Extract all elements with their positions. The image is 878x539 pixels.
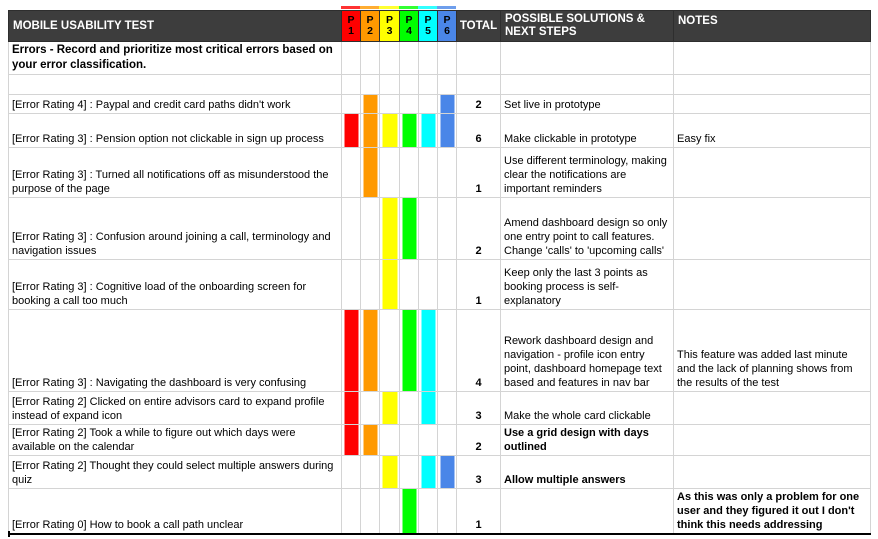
error-description[interactable]: [Error Rating 2] Thought they could select multiple answers during quiz <box>9 456 342 489</box>
error-row-9-mark-p6[interactable] <box>438 456 457 489</box>
error-solution[interactable]: Keep only the last 3 points as booking process is self-explanatory <box>501 260 674 310</box>
error-row-1-mark-p2[interactable] <box>361 95 380 114</box>
intro-mark-p3[interactable] <box>380 42 400 75</box>
error-row-10-mark-p6[interactable] <box>438 489 457 535</box>
table-body <box>9 42 871 535</box>
spacer-mark-p1[interactable] <box>342 75 361 95</box>
error-row-2-mark-p3[interactable] <box>380 114 400 148</box>
intro-solution[interactable] <box>501 42 674 75</box>
error-row-7-mark-p3[interactable] <box>380 392 400 425</box>
error-row-8-mark-p5[interactable] <box>419 425 438 456</box>
intro-mark-p5[interactable] <box>419 42 438 75</box>
spacer-cell[interactable] <box>9 75 342 95</box>
intro-total[interactable] <box>457 42 501 75</box>
error-row-4-mark-p4[interactable] <box>400 198 419 260</box>
error-row-4-mark-p2[interactable] <box>361 198 380 260</box>
error-row-9 <box>9 456 871 489</box>
error-row-3 <box>9 148 871 198</box>
error-row-3-mark-p1[interactable] <box>342 148 361 198</box>
error-description[interactable]: [Error Rating 2] Took a while to figure out which days were available on the calendar <box>9 425 342 456</box>
spacer-mark-p4[interactable] <box>400 75 419 95</box>
error-row-8-mark-p1[interactable] <box>342 425 361 456</box>
error-notes[interactable] <box>674 260 871 310</box>
solutions-header[interactable]: POSSIBLE SOLUTIONS & NEXT STEPS <box>501 11 674 42</box>
error-row-9-mark-p1[interactable] <box>342 456 361 489</box>
error-solution[interactable]: Make the whole card clickable <box>501 392 674 425</box>
error-total[interactable]: 1 <box>457 260 501 310</box>
error-row-5-mark-p4[interactable] <box>400 260 419 310</box>
cropped-cell-p4 <box>399 6 418 9</box>
error-row-6-mark-p3[interactable] <box>380 310 400 392</box>
error-row-6-mark-p6[interactable] <box>438 310 457 392</box>
participant-header-p6[interactable]: P 6 <box>438 11 457 42</box>
error-solution[interactable]: Allow multiple answers <box>501 456 674 489</box>
error-solution[interactable]: Make clickable in prototype <box>501 114 674 148</box>
participant-header-p3[interactable]: P 3 <box>380 11 400 42</box>
spacer-mark-p6[interactable] <box>438 75 457 95</box>
error-notes[interactable] <box>674 198 871 260</box>
error-row-4-mark-p3[interactable] <box>380 198 400 260</box>
header-row <box>9 11 871 42</box>
error-row-7-mark-p2[interactable] <box>361 392 380 425</box>
spacer-notes[interactable] <box>674 75 871 95</box>
total-header[interactable]: TOTAL <box>457 11 501 42</box>
error-row-10-mark-p4[interactable] <box>400 489 419 535</box>
error-row-3-mark-p3[interactable] <box>380 148 400 198</box>
error-description[interactable]: [Error Rating 3] : Confusion around joining a call, terminology and navigation issues <box>9 198 342 260</box>
cropped-row-above <box>341 6 456 9</box>
error-row-2-mark-p6[interactable] <box>438 114 457 148</box>
error-total[interactable]: 2 <box>457 425 501 456</box>
error-row-3-mark-p5[interactable] <box>419 148 438 198</box>
error-row-5 <box>9 260 871 310</box>
error-row-7-mark-p5[interactable] <box>419 392 438 425</box>
error-notes[interactable] <box>674 425 871 456</box>
error-row-6-mark-p2[interactable] <box>361 310 380 392</box>
error-notes[interactable]: Easy fix <box>674 114 871 148</box>
intro-text[interactable]: Errors - Record and prioritize most critical errors based on your error classification. <box>9 42 342 75</box>
error-row-1-mark-p3[interactable] <box>380 95 400 114</box>
error-row-6-mark-p1[interactable] <box>342 310 361 392</box>
error-notes[interactable] <box>674 95 871 114</box>
error-notes[interactable]: This feature was added last minute and the lack of planning shows from the results of the test <box>674 310 871 392</box>
error-row-5-mark-p1[interactable] <box>342 260 361 310</box>
error-row-9-mark-p5[interactable] <box>419 456 438 489</box>
error-row-3-mark-p2[interactable] <box>361 148 380 198</box>
intro-notes[interactable] <box>674 42 871 75</box>
error-row-8-mark-p4[interactable] <box>400 425 419 456</box>
error-row-6-mark-p5[interactable] <box>419 310 438 392</box>
error-solution[interactable]: Use different terminology, making clear the notifications are important reminders <box>501 148 674 198</box>
error-row-6-mark-p4[interactable] <box>400 310 419 392</box>
participant-header-p2[interactable]: P 2 <box>361 11 380 42</box>
error-total[interactable]: 4 <box>457 310 501 392</box>
error-row-2-mark-p1[interactable] <box>342 114 361 148</box>
error-row-2-mark-p4[interactable] <box>400 114 419 148</box>
participant-header-p4[interactable]: P 4 <box>400 11 419 42</box>
error-description[interactable]: [Error Rating 3] : Cognitive load of the onboarding screen for booking a call too much <box>9 260 342 310</box>
spacer-solution[interactable] <box>501 75 674 95</box>
error-solution[interactable]: Set live in prototype <box>501 95 674 114</box>
intro-mark-p2[interactable] <box>361 42 380 75</box>
error-notes[interactable] <box>674 456 871 489</box>
error-description[interactable]: [Error Rating 3] : Pension option not clickable in sign up process <box>9 114 342 148</box>
error-row-8-mark-p2[interactable] <box>361 425 380 456</box>
cropped-cell-p5 <box>418 6 437 9</box>
error-description[interactable]: [Error Rating 4] : Paypal and credit card paths didn't work <box>9 95 342 114</box>
error-description[interactable]: [Error Rating 3] : Turned all notifications off as misunderstood the purpose of the page <box>9 148 342 198</box>
error-total[interactable]: 6 <box>457 114 501 148</box>
cropped-cell-p6 <box>437 6 456 9</box>
error-total[interactable]: 3 <box>457 392 501 425</box>
error-row-2 <box>9 114 871 148</box>
error-row-10 <box>9 489 871 535</box>
error-notes[interactable] <box>674 392 871 425</box>
participant-header-p1[interactable]: P 1 <box>342 11 361 42</box>
error-row-9-mark-p3[interactable] <box>380 456 400 489</box>
error-notes[interactable]: As this was only a problem for one user and they figured it out I don't think this needs addressing <box>674 489 871 535</box>
usability-table <box>8 10 871 535</box>
spacer-mark-p2[interactable] <box>361 75 380 95</box>
error-row-5-mark-p3[interactable] <box>380 260 400 310</box>
error-row-8-mark-p3[interactable] <box>380 425 400 456</box>
error-description[interactable]: [Error Rating 2] Clicked on entire advisors card to expand profile instead of expand icon <box>9 392 342 425</box>
error-row-10-mark-p2[interactable] <box>361 489 380 535</box>
error-row-4-mark-p5[interactable] <box>419 198 438 260</box>
cropped-cell-p2 <box>360 6 379 9</box>
cropped-cell-p1 <box>341 6 360 9</box>
error-row-8-mark-p6[interactable] <box>438 425 457 456</box>
intro-mark-p6[interactable] <box>438 42 457 75</box>
error-description[interactable]: [Error Rating 0] How to book a call path unclear <box>9 489 342 535</box>
error-row-1-mark-p4[interactable] <box>400 95 419 114</box>
selection-artifact <box>8 531 10 537</box>
error-total[interactable]: 2 <box>457 95 501 114</box>
error-row-7 <box>9 392 871 425</box>
error-row-3-mark-p6[interactable] <box>438 148 457 198</box>
error-row-5-mark-p2[interactable] <box>361 260 380 310</box>
error-row-10-mark-p5[interactable] <box>419 489 438 535</box>
error-row-8 <box>9 425 871 456</box>
notes-header[interactable]: NOTES <box>674 11 871 42</box>
error-solution[interactable]: Use a grid design with days outlined <box>501 425 674 456</box>
error-row-1 <box>9 95 871 114</box>
spacer-mark-p5[interactable] <box>419 75 438 95</box>
error-row-3-mark-p4[interactable] <box>400 148 419 198</box>
error-row-10-mark-p1[interactable] <box>342 489 361 535</box>
error-row-5-mark-p6[interactable] <box>438 260 457 310</box>
error-row-9-mark-p4[interactable] <box>400 456 419 489</box>
spacer-total[interactable] <box>457 75 501 95</box>
error-row-4 <box>9 198 871 260</box>
error-row-2-mark-p5[interactable] <box>419 114 438 148</box>
error-row-1-mark-p6[interactable] <box>438 95 457 114</box>
error-solution[interactable]: Amend dashboard design so only one entry point to call features. Change 'calls' to 'upcoming calls' <box>501 198 674 260</box>
error-notes[interactable] <box>674 148 871 198</box>
error-row-7-mark-p4[interactable] <box>400 392 419 425</box>
error-total[interactable]: 3 <box>457 456 501 489</box>
error-row-10-mark-p3[interactable] <box>380 489 400 535</box>
error-row-7-mark-p1[interactable] <box>342 392 361 425</box>
participant-header-p5[interactable]: P 5 <box>419 11 438 42</box>
error-total[interactable]: 1 <box>457 148 501 198</box>
error-description[interactable]: [Error Rating 3] : Navigating the dashboard is very confusing <box>9 310 342 392</box>
error-row-1-mark-p5[interactable] <box>419 95 438 114</box>
table-title[interactable]: MOBILE USABILITY TEST <box>9 11 342 42</box>
error-row-4-mark-p6[interactable] <box>438 198 457 260</box>
error-solution[interactable]: Rework dashboard design and navigation - profile icon entry point, dashboard homepage text based and features in nav bar <box>501 310 674 392</box>
spreadsheet <box>8 10 871 535</box>
error-row-1-mark-p1[interactable] <box>342 95 361 114</box>
error-row-9-mark-p2[interactable] <box>361 456 380 489</box>
spacer-row <box>9 75 871 95</box>
intro-row <box>9 42 871 75</box>
spacer-mark-p3[interactable] <box>380 75 400 95</box>
error-row-2-mark-p2[interactable] <box>361 114 380 148</box>
intro-mark-p1[interactable] <box>342 42 361 75</box>
error-row-4-mark-p1[interactable] <box>342 198 361 260</box>
error-row-6 <box>9 310 871 392</box>
error-row-5-mark-p5[interactable] <box>419 260 438 310</box>
error-total[interactable]: 1 <box>457 489 501 535</box>
error-solution[interactable] <box>501 489 674 535</box>
error-total[interactable]: 2 <box>457 198 501 260</box>
error-row-7-mark-p6[interactable] <box>438 392 457 425</box>
cropped-cell-p3 <box>379 6 399 9</box>
intro-mark-p4[interactable] <box>400 42 419 75</box>
